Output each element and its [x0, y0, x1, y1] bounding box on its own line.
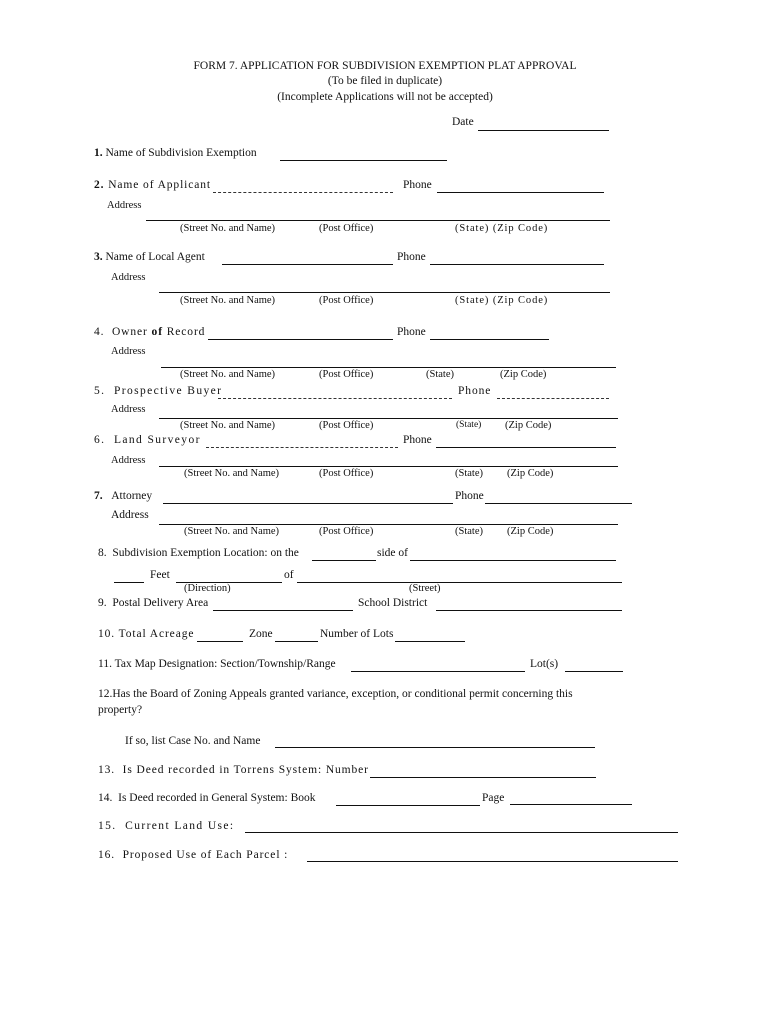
applicant-street-caption: (Street No. and Name)	[180, 223, 276, 234]
form-subtitle-incomplete: (Incomplete Applications will not be accepted)	[277, 91, 493, 103]
agent-phone-label: Phone	[397, 251, 426, 263]
location-of-label: of	[284, 569, 294, 581]
number-of-lots-label: Number of Lots	[320, 628, 394, 640]
buyer-address-label: Address	[111, 404, 146, 415]
torrens-number-field[interactable]	[370, 777, 596, 778]
form-title: FORM 7. APPLICATION FOR SUBDIVISION EXEMPTION PLAT APPROVAL	[193, 60, 577, 72]
field-6-label: 6. Land Surveyor	[94, 434, 201, 446]
location-direction-field[interactable]	[312, 560, 376, 561]
applicant-address-label: Address	[107, 200, 142, 211]
field-10-label: 10. Total Acreage	[98, 628, 195, 640]
case-no-label: If so, list Case No. and Name	[125, 735, 261, 747]
owner-phone-label: Phone	[397, 326, 426, 338]
field-3-label: 3. Name of Local Agent	[94, 251, 205, 263]
field-5-label: 5. Prospective Buyer	[94, 385, 223, 397]
buyer-name-field[interactable]	[218, 398, 452, 399]
field-4-label: 4. Owner of Record	[94, 326, 206, 338]
applicant-address-field[interactable]	[146, 220, 610, 221]
buyer-phone-field[interactable]	[497, 398, 609, 399]
field-9-label: 9. Postal Delivery Area	[98, 597, 209, 609]
applicant-name-field[interactable]	[213, 192, 393, 193]
applicant-phone-label: Phone	[403, 179, 432, 191]
buyer-zip-caption: (Zip Code)	[505, 420, 552, 431]
owner-address-field[interactable]	[161, 367, 616, 368]
surveyor-state-caption: (State)	[455, 468, 483, 479]
agent-address-label: Address	[111, 272, 146, 283]
field-14-label: 14. Is Deed recorded in General System: Book	[98, 792, 316, 804]
lots-label: Lot(s)	[530, 658, 559, 670]
general-book-field[interactable]	[336, 805, 480, 806]
surveyor-phone-label: Phone	[403, 434, 432, 446]
postal-delivery-area-field[interactable]	[213, 610, 353, 611]
date-label: Date	[452, 116, 474, 128]
buyer-address-field[interactable]	[159, 418, 618, 419]
attorney-address-field[interactable]	[159, 524, 618, 525]
number-of-lots-field[interactable]	[395, 641, 465, 642]
surveyor-phone-field[interactable]	[436, 447, 616, 448]
buyer-street-caption: (Street No. and Name)	[180, 420, 276, 431]
field-2-label: 2. Name of Applicant	[94, 179, 212, 191]
owner-zip-caption: (Zip Code)	[500, 369, 547, 380]
owner-street-caption: (Street No. and Name)	[180, 369, 276, 380]
buyer-state-caption: (State)	[456, 420, 482, 430]
tax-map-section-field[interactable]	[351, 671, 525, 672]
field-12-question-line2: property?	[98, 704, 143, 716]
owner-address-label: Address	[111, 346, 146, 357]
location-side-of-label: side of	[377, 547, 408, 559]
location-feet-field[interactable]	[114, 582, 144, 583]
agent-state-zip-caption: (State) (Zip Code)	[455, 295, 549, 306]
applicant-state-zip-caption: (State) (Zip Code)	[455, 223, 549, 234]
zone-label: Zone	[249, 628, 273, 640]
attorney-street-caption: (Street No. and Name)	[184, 526, 280, 537]
location-feet-label: Feet	[150, 569, 170, 581]
surveyor-post-office-caption: (Post Office)	[319, 468, 374, 479]
field-15-label: 15. Current Land Use:	[98, 820, 235, 832]
case-no-field[interactable]	[275, 747, 595, 748]
surveyor-street-caption: (Street No. and Name)	[184, 468, 280, 479]
applicant-post-office-caption: (Post Office)	[319, 223, 374, 234]
location-side-street-field[interactable]	[410, 560, 616, 561]
agent-name-field[interactable]	[222, 264, 393, 265]
date-field[interactable]	[478, 130, 609, 131]
surveyor-address-field[interactable]	[159, 466, 618, 467]
attorney-post-office-caption: (Post Office)	[319, 526, 374, 537]
owner-name-field[interactable]	[208, 339, 393, 340]
applicant-phone-field[interactable]	[437, 192, 604, 193]
school-district-label: School District	[358, 597, 428, 609]
owner-phone-field[interactable]	[430, 339, 549, 340]
field-7-label: 7. Attorney	[94, 490, 153, 502]
surveyor-name-field[interactable]	[206, 447, 398, 448]
agent-address-field[interactable]	[159, 292, 610, 293]
field-13-label: 13. Is Deed recorded in Torrens System: Number	[98, 764, 369, 776]
agent-phone-field[interactable]	[430, 264, 604, 265]
attorney-zip-caption: (Zip Code)	[507, 526, 554, 537]
agent-post-office-caption: (Post Office)	[319, 295, 374, 306]
field-11-label: 11. Tax Map Designation: Section/Township/Range	[98, 658, 336, 670]
total-acreage-field[interactable]	[197, 641, 243, 642]
buyer-phone-label: Phone	[458, 385, 492, 397]
proposed-use-field[interactable]	[307, 861, 678, 862]
field-1-label: 1. Name of Subdivision Exemption	[94, 147, 257, 159]
buyer-post-office-caption: (Post Office)	[319, 420, 374, 431]
attorney-address-label: Address	[111, 509, 149, 521]
agent-street-caption: (Street No. and Name)	[180, 295, 276, 306]
field-12-question-line1: 12.Has the Board of Zoning Appeals granted variance, exception, or conditional permit concerning this	[98, 688, 573, 700]
current-land-use-field[interactable]	[245, 832, 678, 833]
attorney-phone-label: Phone	[455, 490, 484, 502]
field-16-label: 16. Proposed Use of Each Parcel :	[98, 849, 289, 861]
owner-state-caption: (State)	[426, 369, 454, 380]
location-street-caption: (Street)	[409, 583, 441, 594]
school-district-field[interactable]	[436, 610, 622, 611]
location-direction-caption: (Direction)	[184, 583, 231, 594]
attorney-name-field[interactable]	[163, 503, 453, 504]
zone-field[interactable]	[275, 641, 318, 642]
form-subtitle-duplicate: (To be filed in duplicate)	[327, 75, 443, 87]
page-label: Page	[482, 792, 505, 804]
tax-map-lots-field[interactable]	[565, 671, 623, 672]
subdivision-name-field[interactable]	[280, 160, 447, 161]
general-page-field[interactable]	[510, 804, 632, 805]
field-8-label: 8. Subdivision Exemption Location: on the	[98, 547, 299, 559]
surveyor-zip-caption: (Zip Code)	[507, 468, 554, 479]
attorney-state-caption: (State)	[455, 526, 483, 537]
owner-post-office-caption: (Post Office)	[319, 369, 374, 380]
surveyor-address-label: Address	[111, 455, 146, 466]
attorney-phone-field[interactable]	[485, 503, 632, 504]
location-of-street-field[interactable]	[297, 582, 622, 583]
